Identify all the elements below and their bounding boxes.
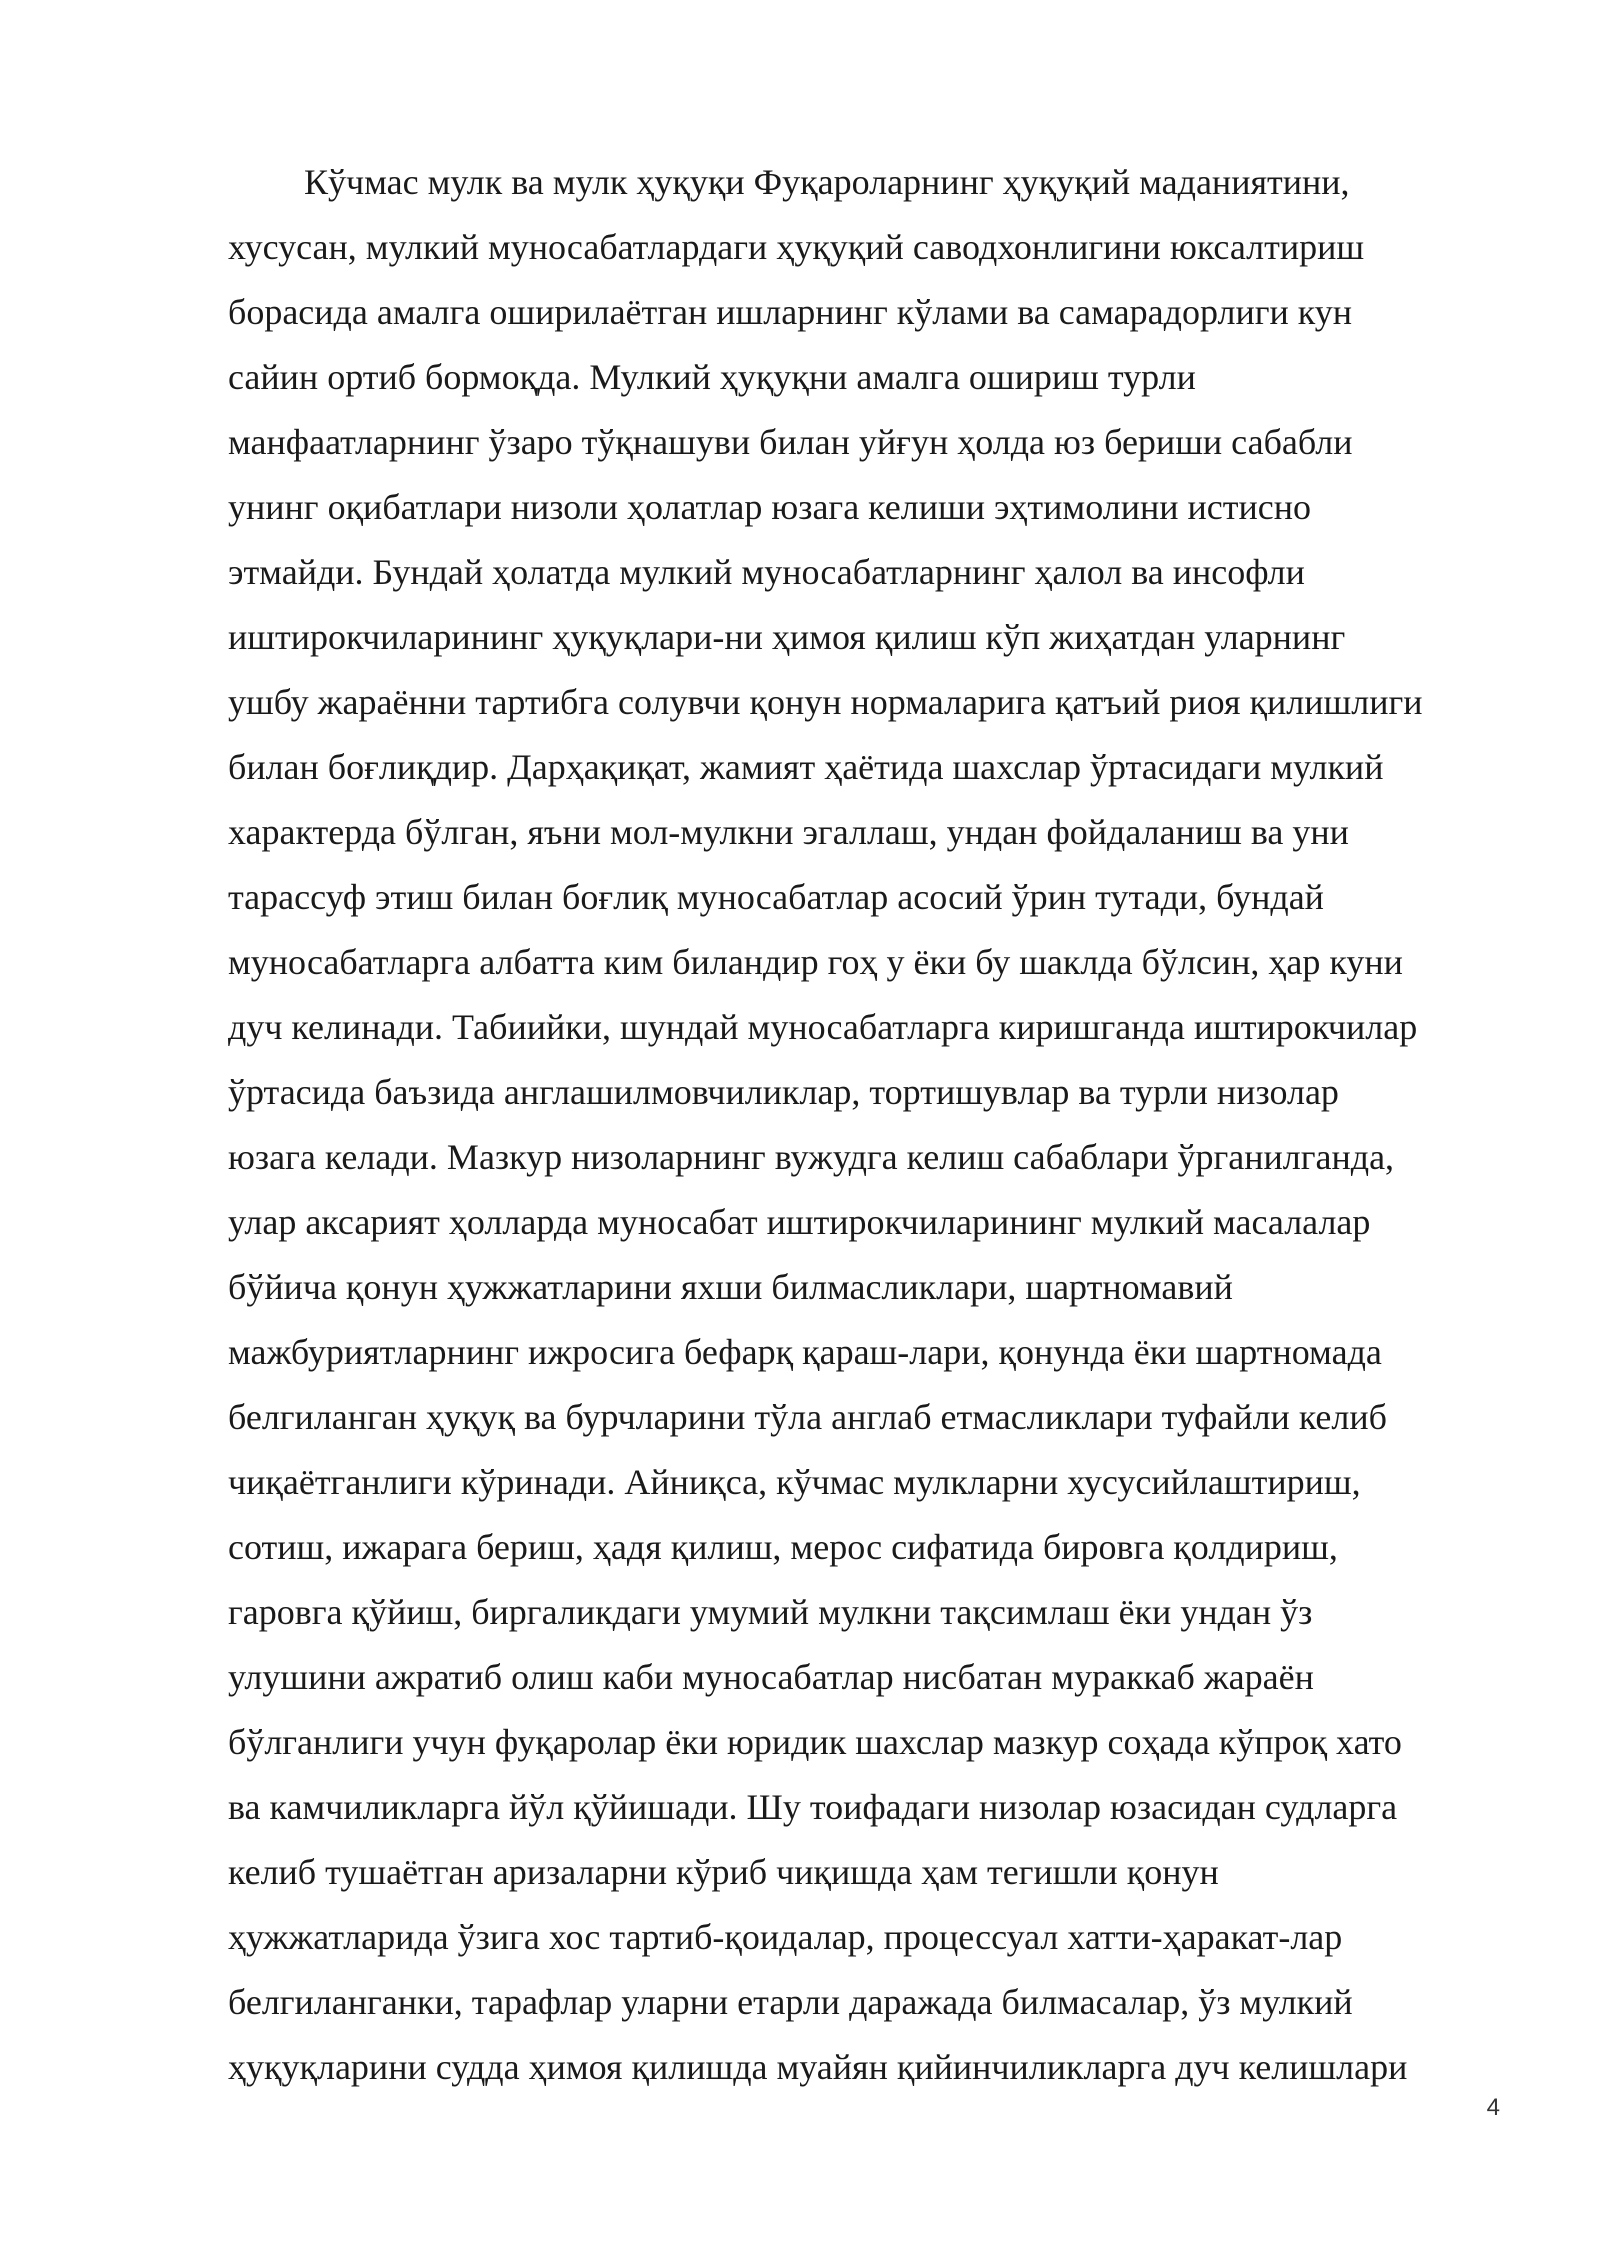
text-line: ушбу жараённи тартибга солувчи қонун нормаларига қатъий риоя қилишлиги	[228, 682, 1423, 722]
text-line: улушини ажратиб олиш каби муносабатлар нисбатан мураккаб жараён	[228, 1657, 1314, 1697]
text-line: хусусан, мулкий муносабатлардаги ҳуқуқий саводхонлигини юксалтириш	[228, 227, 1365, 267]
text-line: сайин ортиб бормоқда. Мулкий ҳуқуқни амалга ошириш турли	[228, 357, 1196, 397]
text-line: мажбуриятларнинг ижросига бефарқ қараш-лари, қонунда ёки шартномада	[228, 1332, 1382, 1372]
text-line: келиб тушаётган аризаларни кўриб чиқишда ҳам тегишли қонун	[228, 1852, 1219, 1892]
text-line: дуч келинади. Табиийки, шундай муносабатларга киришганда иштирокчилар	[228, 1007, 1418, 1047]
text-line: ва камчиликларга йўл қўйишади. Шу тоифадаги низолар юзасидан судларга	[228, 1787, 1398, 1827]
text-line: характерда бўлган, яъни мол-мулкни эгаллаш, ундан фойдаланиш ва уни	[228, 812, 1349, 852]
text-line: билан боғлиқдир. Дарҳақиқат, жамият ҳаётида шахслар ўртасидаги мулкий	[228, 747, 1384, 787]
text-line: белгиланганки, тарафлар уларни етарли даражада билмасалар, ўз мулкий	[228, 1982, 1353, 2022]
text-line: гаровга қўйиш, биргаликдаги умумий мулкни тақсимлаш ёки ундан ўз	[228, 1592, 1313, 1632]
text-line: ҳуқуқларини судда ҳимоя қилишда муайян қийинчиликларга дуч келишлари	[228, 2047, 1408, 2087]
text-line: улар аксарият ҳолларда муносабат иштирокчиларининг мулкий масалалар	[228, 1202, 1371, 1242]
text-line: сотиш, ижарага бериш, ҳадя қилиш, мерос сифатида бировга қолдириш,	[228, 1527, 1338, 1567]
text-line: чиқаётганлиги кўринади. Айниқса, кўчмас мулкларни хусусийлаштириш,	[228, 1462, 1361, 1502]
text-line: иштирокчиларининг ҳуқуқлари-ни ҳимоя қилиш кўп жиҳатдан уларнинг	[228, 617, 1346, 657]
text-line: бўлганлиги учун фуқаролар ёки юридик шахслар мазкур соҳада кўпроқ хато	[228, 1722, 1402, 1762]
text-line: борасида амалга оширилаётган ишларнинг кўлами ва самарадорлиги кун	[228, 292, 1352, 332]
text-line: унинг оқибатлари низоли ҳолатлар юзага келиши эҳтимолини истисно	[228, 487, 1311, 527]
page-number: 4	[1486, 2094, 1500, 2121]
text-line: юзага келади. Мазкур низоларнинг вужудга келиш сабаблари ўрганилганда,	[228, 1137, 1395, 1177]
text-line: бўйича қонун ҳужжатларини яхши билмасликлари, шартномавий	[228, 1267, 1233, 1307]
text-line: ҳужжатларида ўзига хос тартиб-қоидалар, процессуал хатти-ҳаракат-лар	[228, 1917, 1343, 1957]
text-line: тарассуф этиш билан боғлиқ муносабатлар асосий ўрин тутади, бундай	[228, 877, 1324, 917]
text-line: муносабатларга албатта ким биландир гоҳ у ёки бу шаклда бўлсин, ҳар куни	[228, 942, 1403, 982]
text-line: манфаатларнинг ўзаро тўқнашуви билан уйғун ҳолда юз бериши сабабли	[228, 422, 1353, 462]
text-line: этмайди. Бундай ҳолатда мулкий муносабатларнинг ҳалол ва инсофли	[228, 552, 1305, 592]
body-paragraph	[228, 150, 1488, 2100]
text-line: белгиланган ҳуқуқ ва бурчларини тўла англаб етмасликлари туфайли келиб	[228, 1397, 1387, 1437]
text-line: ўртасида баъзида англашилмовчиликлар, тортишувлар ва турли низолар	[228, 1072, 1339, 1112]
text-line: Кўчмас мулк ва мулк ҳуқуқи Фуқароларнинг ҳуқуқий маданиятини,	[304, 162, 1350, 202]
